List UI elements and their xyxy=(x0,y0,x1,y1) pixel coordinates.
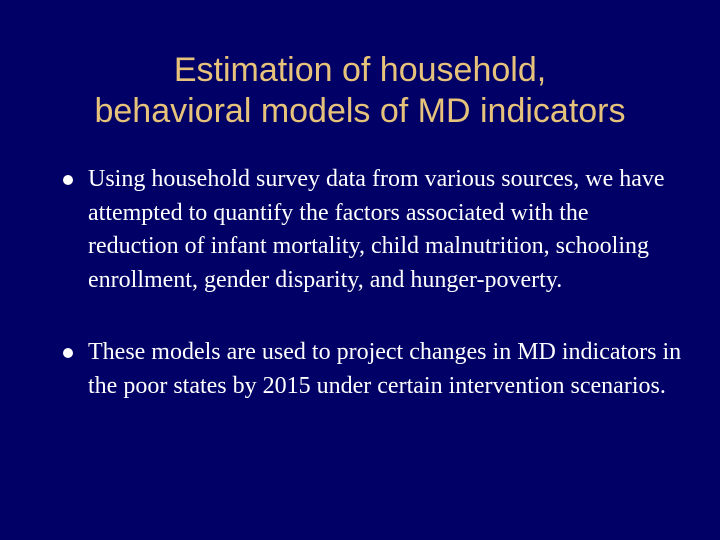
bullet-dot-icon xyxy=(63,175,73,185)
bullet-list xyxy=(63,163,683,403)
bullet-dot-icon xyxy=(63,348,73,358)
bullet-text-1: Using household survey data from various sources, we have attempted to quantify the factors associated with the reduction of infant mortality, child malnutrition, schooling enrollment, gender disparity, and hunger-poverty. xyxy=(88,166,665,293)
bullet-text-2: These models are used to project changes in MD indicators in the poor states by 2015 under certain intervention scenarios. xyxy=(88,339,682,399)
bullet-item-2 xyxy=(63,336,683,403)
slide-title-line-2: behavioral models of MD indicators xyxy=(94,92,626,130)
slide-title-line-1: Estimation of household, xyxy=(173,51,547,89)
bullet-item-1 xyxy=(63,163,683,297)
slide-title xyxy=(20,50,700,132)
